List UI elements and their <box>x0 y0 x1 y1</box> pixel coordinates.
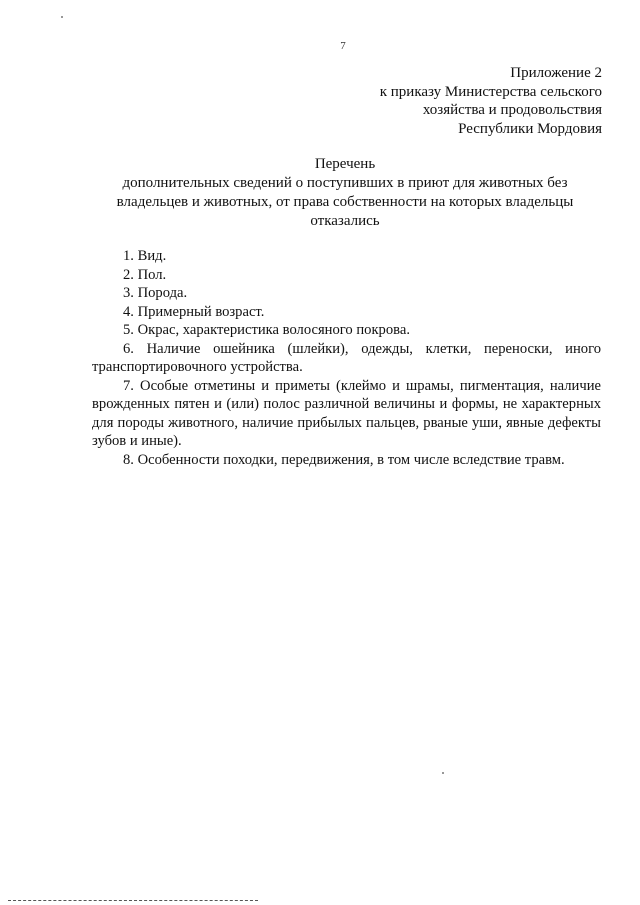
document-title <box>100 155 590 231</box>
info-list <box>92 247 601 469</box>
list-item: 1. Вид. <box>123 248 167 264</box>
appendix-line: Республики Мордовия <box>458 120 602 137</box>
title-line: отказались <box>310 213 380 229</box>
list-item: 6. Наличие ошейника (шлейки), одежды, клетки, переноски, иного транспортировочного устройства. <box>92 340 601 375</box>
list-item: 8. Особенности походки, передвижения, в том числе вследствие травм. <box>123 451 565 468</box>
title-line: дополнительных сведений о поступивших в приют для животных без <box>122 175 568 191</box>
title-line: владельцев и животных, от права собственности на которых владельцы <box>116 194 574 210</box>
title-line: Перечень <box>314 156 376 172</box>
page-number: 7 <box>340 40 346 52</box>
appendix-line: Приложение 2 <box>510 65 602 81</box>
scan-speck <box>442 772 444 774</box>
list-item: 7. Особые отметины и приметы (клеймо и шрамы, пигментация, наличие врожденных пятен и (или) полос различной величины и формы, не характерных для породы животного, наличие прибылых пальцев, рваные уши, явные дефекты зубов и иные). <box>92 377 601 449</box>
list-item: 2. Пол. <box>123 266 167 283</box>
appendix-line: к приказу Министерства сельского <box>379 83 602 100</box>
list-item: 3. Порода. <box>123 285 188 301</box>
list-item: 5. Окрас, характеристика волосяного покрова. <box>123 322 410 338</box>
list-item: 4. Примерный возраст. <box>123 303 265 320</box>
appendix-line: хозяйства и продовольствия <box>422 102 602 118</box>
footer-rule <box>8 900 258 901</box>
scan-speck <box>61 16 63 18</box>
appendix-header <box>380 64 602 138</box>
